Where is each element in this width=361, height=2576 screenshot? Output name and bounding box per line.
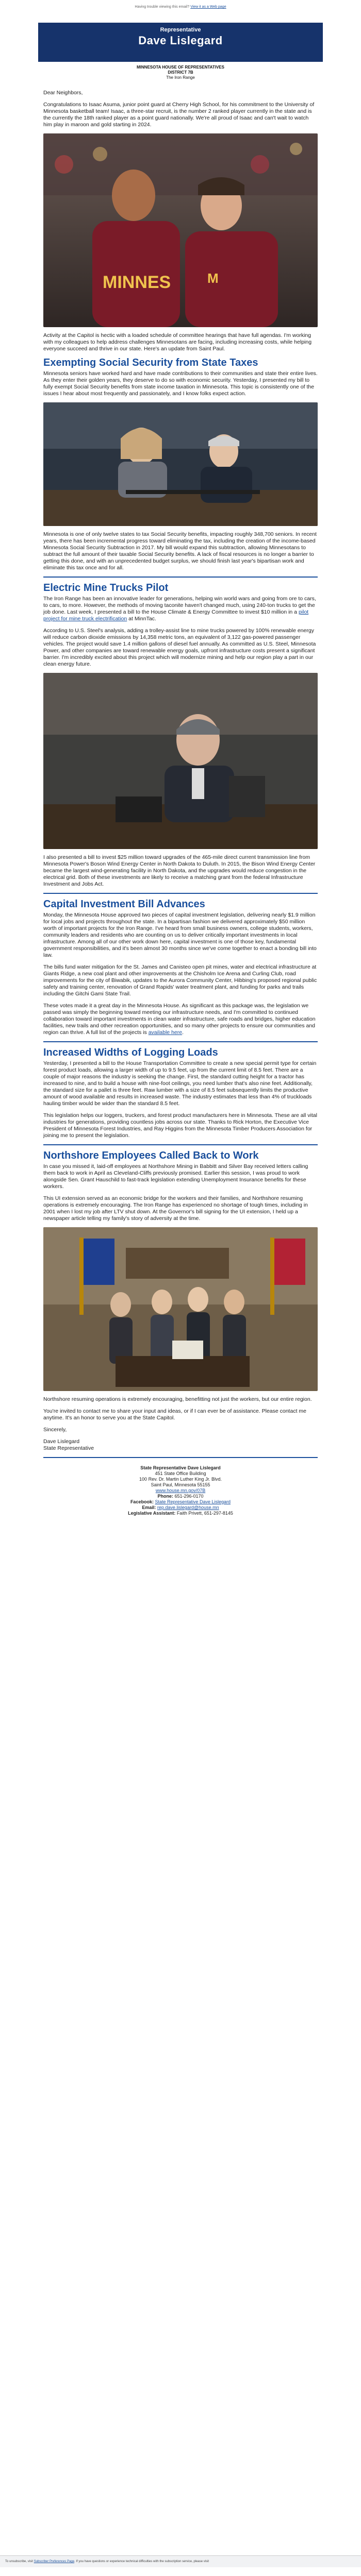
email-container <box>38 23 323 1516</box>
masthead <box>38 65 323 80</box>
phone-value: 651-296-0170 <box>174 1494 204 1499</box>
intro-paragraph-2: Activity at the Capitol is hectic with a loaded schedule of committee hearings that have full agendas. I'm working with my colleagues to help address challenges Minnesotans are facing, including increasing costs, while helping everyone succeed and thrive in our state. Here's an update from Saint Paul. <box>43 332 312 352</box>
mine-paragraph-3: I also presented a bill to invest $25 million toward upgrades of the 465-mile direct current transmission line from Minnesota Power's Boson Wind Energy Center in North Dakota to Duluth. In 2015, the Bison Wind Energy Center became the largest wind-generating facility in North Dakota, and the upgrades would reduce congestion in the electrical grid. Both of these investments are likely to receive a matching grant from the federal Infrastructure Investment and Jobs Act. <box>43 854 316 887</box>
log-paragraph-1: Yesterday, I presented a bill to the House Transportation Committee to create a new special permit type for certain forest product loads, allowing a larger width of up to 9.5 feet, up from the current limit of 8.5 feet. There are a couple of major reasons the industry is seeking the change. First, the standard cutting height for a tractor has increased to nine, and to build a house with nine-foot ceilings, you need lumber that's also nine feet. Additionally, the standard size for a pallet is three feet. Raw lumber with a size of 8.5 feet subsequently limits the productive amount of wood available and results in increased waste. The industry estimates that less than 4% of truckloads hauling timber would be wider than the standard 8.5 feet. <box>43 1060 317 1107</box>
north-paragraph-2: This UI extension served as an economic bridge for the workers and their families, and Northshore resuming operations is extremely encouraging. The Iron Range has experienced no shortage of tough times, including in 2001 when I lost my job after LTV shut down. At the Governor's bill signing for the UI extension, I held up a newspaper article telling my family's story of adversity at the time. <box>43 1195 308 1222</box>
ss-paragraph-2: Minnesota is one of only twelve states to tax Social Security benefits, impacting roughly 348,700 seniors. In recent years, there has been incremental progress toward eliminating the tax, including the creation of the income-based Minnesota Social Security Subtraction in 2017. My bill would expand this subtraction, allowing Minnesotans to subtract the full amount of their taxable Social Security benefits. A lack of fiscal resources is no longer a barrier to getting this done, and with an unprecedented budget surplus, we should finish last year's bipartisan work and eliminate this tax once and for all. <box>43 531 317 571</box>
masthead-line-1: MINNESOTA HOUSE OF REPRESENTATIVES <box>137 65 224 70</box>
header-banner <box>38 23 323 62</box>
photo-basketball-commitment <box>43 133 318 327</box>
cap-paragraph-1: Monday, the Minnesota House approved two pieces of capital investment legislation, delivering nearly $1.9 million for local jobs and projects throughout the state. In a bipartisan fashion we delivered approximately $50 million worth of important projects for the Iron Range. I've heard from small business owners, college students, workers, community leaders and residents who are counting on us to deliver critically important investments in local infrastructure. Among all of our other work down here, capital investment is one of those key, fundamental government responsibilities, and it's been almost 30 months since we've come together to enact a bonding bill into law. <box>43 912 317 958</box>
hearing-photo <box>43 402 318 526</box>
contact-website-link[interactable]: www.house.mn.gov/07B <box>155 1488 206 1493</box>
section-title-mine-trucks: Electric Mine Trucks Pilot <box>43 582 169 594</box>
header-title-line: Representative <box>160 27 201 33</box>
svg-text:MINNES: MINNES <box>103 273 171 292</box>
contact-address-3: Saint Paul, Minnesota 55155 <box>151 1482 210 1487</box>
log-paragraph-2: This legislation helps our loggers, truckers, and forest product manufacturers here in Minnesota. These are all vital industries for generations, providing countless jobs across our state. Thanks to Rick Horton, the Executive Vice President of Minnesota Forest Industries, and Ray Higgins from the Minnesota Timber Producers Association for joining me to present the legislation. <box>43 1112 317 1139</box>
section-divider <box>43 1457 318 1458</box>
masthead-line-2: DISTRICT 7B <box>168 70 193 75</box>
bill-signing-photo <box>43 1227 318 1391</box>
pilot-project-link[interactable]: pilot project for mine truck electrification <box>43 609 309 622</box>
testimony-photo <box>43 673 318 849</box>
facebook-link[interactable]: State Representative Dave Lislegard <box>155 1499 231 1504</box>
intro-paragraph-1: Congratulations to Isaac Asuma, junior point guard at Cherry High School, for his commitment to the University of Minnesota basketball team! Isaac, a three-star recruit, is the number 2 ranked player currently in the state and is the currently the 18th ranked player as a point guard nationally. We're all proud of Isaac and can't wait to watch him play in maroon and gold starting in 2024. <box>43 101 315 128</box>
project-list-link[interactable]: available here <box>148 1029 183 1036</box>
email-label: Email: <box>142 1505 156 1510</box>
photo-bill-signing <box>43 1227 318 1391</box>
contact-address-2: 100 Rev. Dr. Martin Luther King Jr. Blvd. <box>139 1477 222 1482</box>
facebook-label: Facebook: <box>130 1499 154 1504</box>
preheader <box>0 0 361 23</box>
subscriber-preferences-link[interactable]: Subscriber Preferences Page <box>34 2560 75 2563</box>
signature-title: State Representative <box>43 1445 94 1451</box>
cap-paragraph-2: The bills fund water mitigation for the St. James and Canisteo open pit mines, water and electrical infrastructure at Giants Ridge, a new coal plant and other improvements at the Chisholm Ice Arena and Curling Club, road improvements for the city of Biwabik, updates to the Aurora Community Center, Hibbing's proposed regional public safety and training center, renovation of Grand Rapids' water treatment plant, and funding for parks and trails including the Gitchi Gami State Trail. <box>43 964 317 997</box>
section-divider <box>43 1041 318 1042</box>
section-title-social-security: Exempting Social Security from State Taxes <box>43 357 258 368</box>
header-name: Dave Lislegard <box>138 34 223 47</box>
contact-address-1: 451 State Office Building <box>155 1471 206 1476</box>
mine-paragraph-1 <box>43 596 318 622</box>
section-divider <box>43 893 318 894</box>
legislative-assistant-value: Faith Privett, 651-297-8145 <box>176 1511 233 1516</box>
north-paragraph-1: In case you missed it, laid-off employees at Northshore Mining in Babbitt and Silver Bay received letters calling them back to work in April as Cleveland-Cliffs previously promised. Earlier this session, I was proud to work alongside Sen. Grant Hauschild to fast-track legislation extending Unemployment Insurance benefits for these workers. <box>43 1163 308 1190</box>
section-divider <box>43 1144 318 1145</box>
email-footer <box>0 2555 361 2576</box>
web-view-link[interactable]: View it as a Web page <box>190 5 226 9</box>
cap-paragraph-3 <box>43 1003 318 1036</box>
section-title-northshore: Northshore Employees Called Back to Work <box>43 1150 259 1161</box>
footer-text-2: . If you have questions or experience technical difficulties with the subscription service, please visit <box>74 2560 209 2563</box>
mine-paragraph-1-end: at MinnTac. <box>128 616 156 622</box>
section-divider <box>43 577 318 578</box>
cap-paragraph-3-end: . <box>182 1029 184 1036</box>
section-title-capital-investment: Capital Investment Bill Advances <box>43 899 205 910</box>
email-body <box>38 90 323 1516</box>
signature-sincerely: Sincerely, <box>43 1427 67 1433</box>
phone-label: Phone: <box>157 1494 173 1499</box>
footer-unsubscribe <box>0 2555 361 2567</box>
footer-text-1: To unsubscribe, visit <box>5 2560 34 2563</box>
ss-paragraph-1: Minnesota seniors have worked hard and have made contributions to their communities and state their entire lives. As they enter their golden years, they deserve to do so with economic security. Yesterday, I presented my bill to fully exempt Social Security benefits from state income taxation in Minnesota. This topic is consistently one of the issues I hear about most frequently and passionately, and I know folks expect action. <box>43 370 318 397</box>
mine-paragraph-2: According to U.S. Steel's analysis, adding a trolley-assist line to mine trucks powered by 100% renewable energy will reduce carbon dioxide emissions by 14,358 metric tons, an equivalent of 3,122 gas-powered passenger vehicles. The project would save 1.4 million gallons of diesel fuel annually. As committed as U.S. Steel, Minnesota Power, and other companies are toward renewable energy goals, upfront infrastructure costs present a significant barrier. I'm incredibly excited about this project which will modernize mining and help our region play a part in our clean energy future. <box>43 628 316 667</box>
greeting: Dear Neighbors, <box>43 90 83 96</box>
north-paragraph-4: You're invited to contact me to share your input and ideas, or if I can ever be of assistance. Please contact me anytime. It's an honor to serve you at the State Capitol. <box>43 1408 306 1421</box>
masthead-line-3: The Iron Range <box>166 75 195 80</box>
svg-text:M: M <box>207 270 219 286</box>
contact-block <box>43 1465 318 1516</box>
north-paragraph-3: Northshore resuming operations is extremely encouraging, benefitting not just the workers, but our entire region. <box>43 1396 312 1402</box>
signature-name: Dave Lislegard <box>43 1438 80 1445</box>
arena-photo <box>43 133 318 327</box>
preheader-text: Having trouble viewing this email? <box>135 5 190 9</box>
cap-paragraph-3-text: These votes made it a great day in the Minnesota House. As significant as this package was, the legislation we passed was simply the beginning toward meeting our infrastructure needs, and I'm committed to continued collaboration toward important investments in clean water infrastructure, safe roads and bridges, higher education facilities, new trails and other recreation opportunities, and so many other projects to ensure our communities and region can thrive. A full list of the projects is <box>43 1003 316 1036</box>
mine-paragraph-1-text: The Iron Range has been an innovative leader for generations, helping win world wars and going from ore to cars, to cars, to more. However, the methods of moving taconite haven't changed much, using 240-ton trucks to get the job done. Last week, I presented a bill to the House Climate & Energy Committee to invest $10 million in a <box>43 596 316 615</box>
section-title-logging-loads: Increased Widths of Logging Loads <box>43 1047 218 1058</box>
photo-committee-hearing <box>43 402 318 526</box>
legislative-assistant-label: Legislative Assistant: <box>128 1511 176 1516</box>
email-link[interactable]: rep.dave.lislegard@house.mn <box>157 1505 219 1510</box>
contact-title: State Representative Dave Lislegard <box>140 1465 221 1470</box>
photo-mine-truck-testimony <box>43 673 318 849</box>
